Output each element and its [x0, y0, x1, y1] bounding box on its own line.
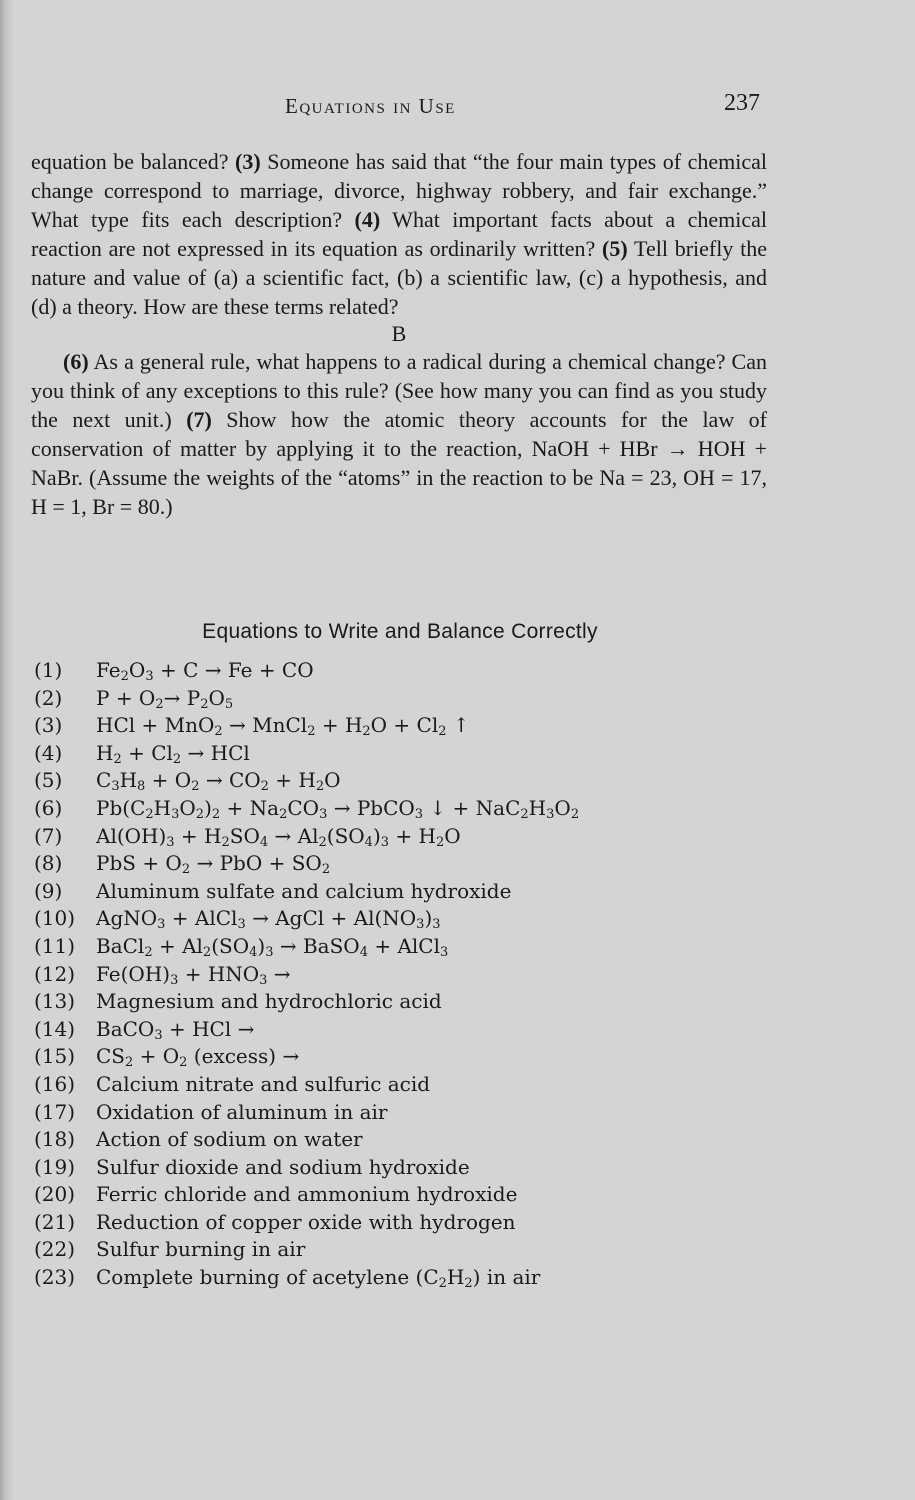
- equation-number: (1): [34, 658, 63, 682]
- equation-item: [34, 767, 774, 795]
- formula-text: ) in air: [472, 1265, 541, 1290]
- paragraph-questions-6-7: [31, 347, 767, 521]
- formula-text: P + O: [96, 685, 156, 710]
- formula-text: H: [119, 768, 138, 793]
- equation-body: [96, 1182, 517, 1206]
- formula-text: Reduction of copper oxide with hydrogen: [96, 1209, 516, 1234]
- formula-text: + AlCl: [367, 933, 440, 958]
- formula-text: → AgCl + Al(NO: [245, 906, 417, 931]
- formula-text: O: [128, 658, 146, 682]
- subscript: 3: [546, 806, 555, 822]
- equation-item: [34, 905, 774, 933]
- subscript: 2: [120, 669, 129, 684]
- formula-text: O: [179, 795, 196, 820]
- equation-number: (8): [34, 851, 63, 876]
- subscript: 4: [364, 834, 373, 850]
- equation-item: [34, 1209, 774, 1237]
- equation-item: [34, 878, 774, 906]
- equation-body: [96, 934, 448, 958]
- formula-text: + H: [315, 713, 363, 738]
- formula-text: + HNO: [178, 961, 260, 986]
- equation-body: [96, 1155, 470, 1179]
- equation-number: (15): [34, 1044, 76, 1069]
- equation-item: [34, 1264, 774, 1292]
- equation-number: (4): [34, 740, 63, 765]
- equation-item: [34, 933, 774, 961]
- formula-text: → CO: [199, 768, 261, 793]
- paragraph-text: What important facts about a chemical reaction are not expressed in its equation as ordinarily written?: [31, 207, 767, 261]
- formula-text: Complete burning of acetylene (C: [96, 1265, 439, 1290]
- subscript: 3: [380, 834, 390, 850]
- subscript: 2: [214, 724, 223, 740]
- equation-number: (16): [34, 1071, 76, 1096]
- subscript: 4: [249, 944, 258, 960]
- formula-text: CO: [287, 795, 320, 820]
- paragraph-text: Someone has said that “the four main types of chemical change correspond to marriage, divorce, highway robbery, and fair exchange.” What type fits each description?: [31, 149, 767, 232]
- paragraph-text: Tell briefly the nature and value of (a) a scientific fact, (b) a scientific law, (c) a hypothesis, and (d) a theory. How are these terms related?: [31, 236, 767, 319]
- formula-text: Ferric chloride and ammonium hydroxide: [96, 1182, 518, 1207]
- subscript: 2: [202, 944, 212, 960]
- formula-text: H: [446, 1265, 465, 1290]
- formula-text: →: [267, 961, 291, 986]
- formula-text: → MnCl: [222, 713, 308, 738]
- formula-text: O + Cl: [370, 713, 439, 738]
- subscript: 2: [307, 724, 316, 740]
- subscript: 2: [362, 724, 371, 740]
- formula-text: → BaSO: [273, 933, 360, 958]
- equation-item: [34, 657, 774, 685]
- equation-item: [34, 988, 774, 1016]
- formula-text: + C → Fe + CO: [153, 658, 314, 682]
- equation-number: (13): [34, 989, 76, 1014]
- question-number: (6): [63, 349, 89, 374]
- subscript: 3: [259, 972, 268, 988]
- equation-item: [34, 1181, 774, 1209]
- subscript: 3: [145, 669, 154, 684]
- equation-item: [34, 823, 774, 851]
- formula-text: Action of sodium on water: [96, 1127, 363, 1152]
- formula-text: Sulfur dioxide and sodium hydroxide: [96, 1154, 470, 1179]
- subscript: 4: [359, 944, 368, 960]
- subscript: 3: [157, 917, 166, 933]
- formula-text: ): [372, 823, 381, 848]
- formula-text: CS: [96, 1044, 126, 1069]
- formula-text: Al(OH): [96, 823, 167, 848]
- formula-text: → Al: [268, 823, 319, 848]
- paragraph-questions-3-5: [31, 147, 767, 321]
- equation-body: [96, 1265, 541, 1292]
- formula-text: + AlCl: [165, 906, 238, 931]
- subscript: 3: [111, 779, 120, 795]
- subscript: 2: [125, 1055, 134, 1071]
- equations-title: Equations to Write and Balance Correctly: [202, 620, 598, 643]
- subscript: 5: [224, 696, 234, 712]
- formula-text: ): [204, 795, 212, 820]
- question-number: (5): [602, 236, 628, 261]
- formula-text: + H: [389, 823, 436, 848]
- subscript: 2: [520, 806, 529, 822]
- formula-text: → PbO + SO: [190, 851, 322, 876]
- formula-text: + Na: [220, 795, 280, 820]
- subscript: 2: [211, 806, 221, 822]
- equation-number: (14): [34, 1016, 76, 1041]
- equation-body: [96, 768, 341, 795]
- subscript: 3: [170, 972, 179, 988]
- equation-number: (21): [34, 1209, 76, 1234]
- equation-item: [34, 1126, 774, 1154]
- subscript: 2: [321, 862, 331, 878]
- equation-number: (6): [34, 795, 63, 820]
- equation-number: (9): [34, 878, 63, 903]
- question-number: (3): [235, 149, 261, 174]
- equation-item: [34, 712, 774, 740]
- equation-number: (20): [34, 1182, 76, 1207]
- formula-text: Pb(C: [96, 795, 146, 820]
- equation-number: (3): [34, 713, 63, 738]
- subscript: 3: [166, 834, 175, 850]
- formula-text: + O: [145, 768, 192, 793]
- subscript: 2: [318, 834, 327, 850]
- equations-list: [34, 657, 774, 1292]
- subscript: 2: [438, 1276, 447, 1292]
- subscript: 2: [260, 779, 269, 795]
- formula-text: C: [96, 768, 112, 793]
- formula-text: ): [424, 906, 433, 931]
- equation-body: [96, 1210, 516, 1234]
- page-number: 237: [724, 90, 760, 116]
- equation-number: (11): [34, 933, 76, 958]
- equation-body: [96, 962, 291, 986]
- equation-number: (10): [34, 906, 76, 931]
- equation-body: [96, 741, 250, 765]
- formula-text: SO: [229, 823, 260, 848]
- subscript: 2: [145, 806, 154, 822]
- formula-text: PbS + O: [96, 851, 182, 876]
- formula-text: Oxidation of aluminum in air: [96, 1099, 388, 1124]
- formula-text: → HCl: [181, 740, 250, 765]
- equation-body: [96, 1237, 305, 1261]
- subscript: 3: [171, 806, 180, 822]
- subscript: 2: [570, 806, 580, 822]
- question-number: (4): [354, 207, 381, 232]
- subscript: 2: [438, 724, 447, 740]
- equation-body: [96, 906, 441, 933]
- subscript: 2: [155, 696, 164, 712]
- equation-item: [34, 1043, 774, 1071]
- subscript: 2: [435, 834, 445, 850]
- equation-item: [34, 1154, 774, 1182]
- equation-item: [34, 1071, 774, 1099]
- subscript: 8: [137, 779, 146, 795]
- subscript: 4: [259, 834, 269, 850]
- formula-text: O: [208, 685, 225, 710]
- equation-number: (2): [34, 685, 63, 710]
- formula-text: BaCl: [96, 933, 145, 958]
- equation-item: [34, 795, 774, 823]
- formula-text: (SO: [211, 933, 250, 958]
- equation-number: (5): [34, 768, 63, 793]
- equation-number: (19): [34, 1154, 76, 1179]
- subscript: 3: [416, 917, 425, 933]
- equation-body: [96, 713, 470, 740]
- equation-body: [96, 989, 442, 1013]
- formula-text: + Al: [152, 933, 203, 958]
- formula-text: O: [554, 795, 571, 820]
- formula-text: (excess) →: [187, 1044, 300, 1069]
- subscript: 2: [172, 751, 182, 767]
- formula-text: Fe(OH): [96, 961, 171, 986]
- equation-body: [96, 824, 461, 848]
- equation-number: (7): [34, 823, 63, 848]
- subscript: 2: [144, 944, 153, 960]
- equation-body: [96, 1044, 300, 1071]
- equation-number: (12): [34, 961, 76, 986]
- equation-number: (18): [34, 1127, 76, 1152]
- formula-text: Fe: [96, 658, 121, 682]
- formula-text: Calcium nitrate and sulfuric acid: [96, 1071, 431, 1096]
- equation-item: [34, 961, 774, 989]
- equation-body: [96, 879, 511, 903]
- formula-text: → PbCO: [327, 795, 415, 820]
- subscript: 2: [279, 806, 288, 822]
- equation-body: [96, 1017, 254, 1041]
- running-head: Equations in Use: [285, 94, 456, 118]
- equation-body: [96, 686, 233, 710]
- equation-body: [96, 1127, 363, 1151]
- subscript: 2: [221, 834, 230, 850]
- subscript: 3: [439, 944, 449, 960]
- formula-text: ↓ + NaC: [423, 795, 521, 820]
- formula-text: AgNO: [96, 906, 158, 931]
- equation-item: [34, 850, 774, 878]
- formula-text: O: [444, 823, 461, 848]
- equation-body: [96, 796, 579, 820]
- formula-text: + H: [268, 768, 316, 793]
- subscript: 2: [464, 1276, 473, 1292]
- formula-text: ↑: [446, 713, 470, 738]
- questions-text: [31, 147, 767, 521]
- formula-text: H: [153, 795, 172, 820]
- formula-text: Aluminum sulfate and calcium hydroxide: [96, 878, 512, 903]
- formula-text: H: [96, 740, 114, 765]
- subscript: 2: [315, 779, 325, 795]
- subscript: 3: [265, 944, 274, 960]
- equation-body: [96, 1100, 387, 1124]
- formula-text: ): [257, 933, 266, 958]
- formula-text: HCl + MnO: [96, 713, 215, 738]
- section-letter: B: [391, 321, 407, 346]
- subscript: 3: [319, 806, 328, 822]
- formula-text: (SO: [326, 823, 365, 848]
- equation-item: [34, 1236, 774, 1264]
- equation-item: [34, 685, 774, 713]
- paragraph-text: equation be balanced?: [31, 149, 236, 174]
- subscript: 2: [181, 862, 191, 878]
- formula-text: BaCO: [96, 1016, 155, 1041]
- paragraph-text: Show how the atomic theory accounts for the law of conservation of matter by applying it to the reaction, NaOH + HBr → HOH + NaBr. (Assume the weights of the “atoms” in the reaction to be Na = 23, OH = 17, H = 1, Br = 80.): [31, 407, 767, 519]
- formula-text: + O: [133, 1044, 180, 1069]
- formula-text: Sulfur burning in air: [96, 1237, 306, 1262]
- subscript: 3: [414, 806, 424, 822]
- equation-number: (17): [34, 1099, 76, 1124]
- page-header: [0, 90, 915, 120]
- formula-text: O: [324, 768, 341, 793]
- formula-text: + H: [174, 823, 222, 848]
- equation-item: [34, 1099, 774, 1127]
- equation-item: [34, 740, 774, 768]
- equation-item: [34, 1016, 774, 1044]
- equation-number: (22): [34, 1237, 76, 1262]
- formula-text: + HCl →: [162, 1016, 255, 1041]
- equation-body: [96, 1072, 430, 1096]
- subscript: 2: [200, 696, 209, 712]
- subscript: 2: [195, 806, 205, 822]
- subscript: 2: [113, 751, 122, 767]
- equation-body: [96, 851, 331, 878]
- formula-text: → P: [163, 685, 201, 710]
- subscript: 2: [191, 779, 200, 795]
- subscript: 3: [154, 1027, 163, 1043]
- equation-number: (23): [34, 1265, 76, 1290]
- formula-text: Magnesium and hydrochloric acid: [96, 989, 442, 1014]
- equation-body: [96, 658, 314, 682]
- formula-text: + Cl: [121, 740, 173, 765]
- subscript: 3: [237, 917, 246, 933]
- paragraph-text: As a general rule, what happens to a radical during a chemical change? Can you think of any exceptions to this rule? (See how many you can find as you study the next unit.): [31, 349, 767, 432]
- subscript: 3: [432, 917, 441, 933]
- subscript: 2: [179, 1055, 188, 1071]
- question-number: (7): [186, 407, 212, 432]
- formula-text: H: [528, 795, 547, 820]
